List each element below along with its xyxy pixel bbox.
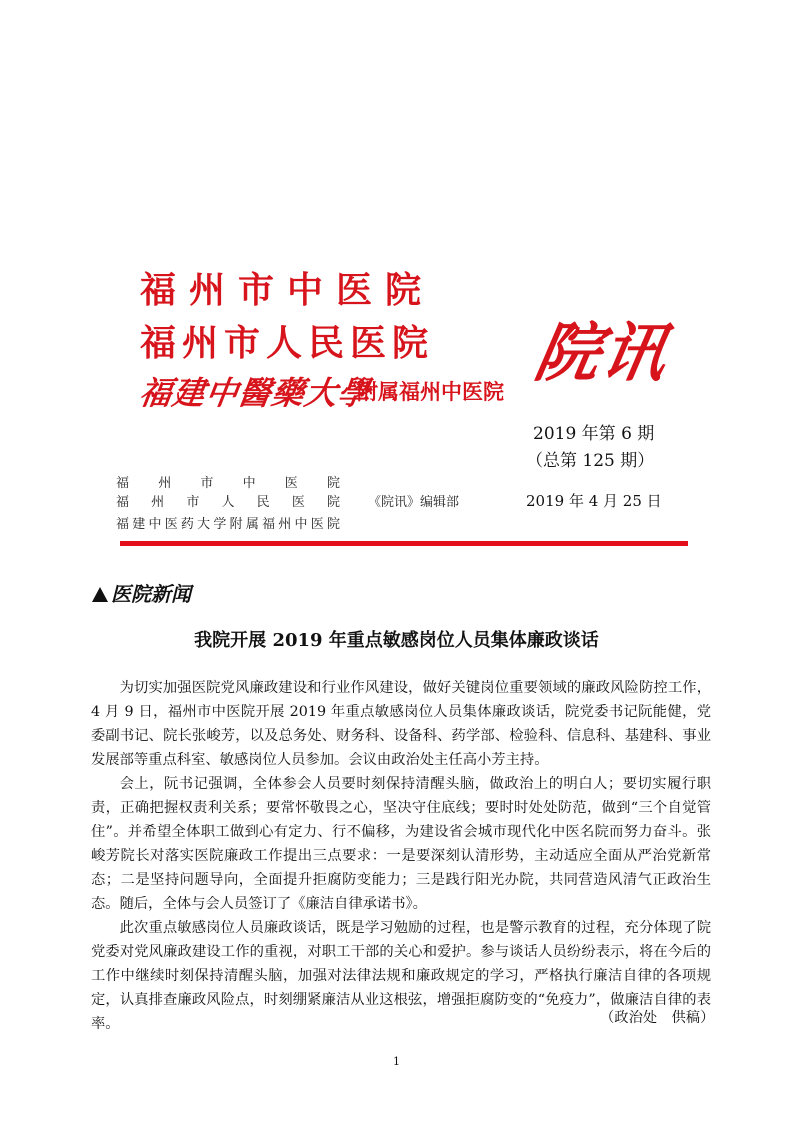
masthead-line2: 福州市人民医院 (140, 322, 435, 364)
newsletter-title: 院讯 (529, 316, 675, 391)
article-paragraph: 会上，阮书记强调，全体参会人员要时刻保持清醒头脑，做政治上的明白人；要切实履行职责，正确把握权责利关系；要常怀敬畏之心，坚决守住底线；要时时处处防范，做到“三个自觉管住”。并希望全体职工做到心有定力、行不偏移，为建设省会城市现代化中医名院而努力奋斗。张峻芳院长对落实医院廉政工作提出三点要求：一是要深刻认清形势，主动适应全面从严治党新常态；二是坚持问题导向，全面提升拒腐防变能力；三是践行阳光办院，共同营造风清气正政治生态。随后，全体与会人员签订了《廉洁自律承诺书》。 (91, 776, 711, 912)
page-number: 1 (393, 1055, 400, 1068)
section-heading (92, 578, 191, 607)
header-divider (120, 541, 688, 546)
issue-total: （总第 125 期） (526, 451, 655, 471)
article-headline: 我院开展 2019 年重点敏感岗位人员集体廉政谈话 (194, 630, 599, 651)
article-paragraph: 为切实加强医院党风廉政建设和行业作风建设，做好关键岗位重要领域的廉政风险防控工作，4 月 9 日，福州市中医院开展 2019 年重点敏感岗位人员集体廉政谈话，院党委书记阮能健，党委副书记、院长张峻芳，以及总务处、财务科、设备科、药学部、检验科、信息科、基建科、事业发展部等重点科室、敏感岗位人员参加。会议由政治处主任高小芳主持。 (91, 680, 711, 768)
triangle-icon (92, 587, 108, 602)
article-paragraph: 此次重点敏感岗位人员廉政谈话，既是学习勉励的过程，也是警示教育的过程，充分体现了院党委对党风廉政建设工作的重视，对职工干部的关心和爱护。参与谈话人员纷纷表示，将在今后的工作中继续时刻保持清醒头脑，加强对法律法规和廉政规定的学习，严格执行廉洁自律的各项规定，认真排查廉政风险点，时刻绷紧廉洁从业这根弦，增强拒腐防变的“免疫力”，做廉洁自律的表率。 (91, 920, 711, 1032)
section-label: 医院新闻 (111, 582, 191, 606)
masthead-line1: 福州市中医院 (140, 269, 435, 311)
masthead-line3-suffix: 附属福州中医院 (357, 379, 504, 404)
article-credit: （政治处 供稿） (600, 1010, 715, 1026)
article-body (91, 676, 711, 1036)
issue-number: 2019 年第 6 期 (533, 424, 655, 444)
issue-date: 2019 年 4 月 25 日 (526, 492, 662, 510)
editorial-department: 《院讯》编辑部 (368, 495, 460, 510)
publisher-inst2: 福州市人民医院 (116, 495, 340, 510)
publisher-inst1: 福州市中医院 (116, 476, 340, 491)
publisher-inst3: 福建中医药大学附属福州中医院 (116, 517, 340, 532)
masthead-calligraphy-logo: 福建中醫藥大學 (137, 374, 374, 412)
